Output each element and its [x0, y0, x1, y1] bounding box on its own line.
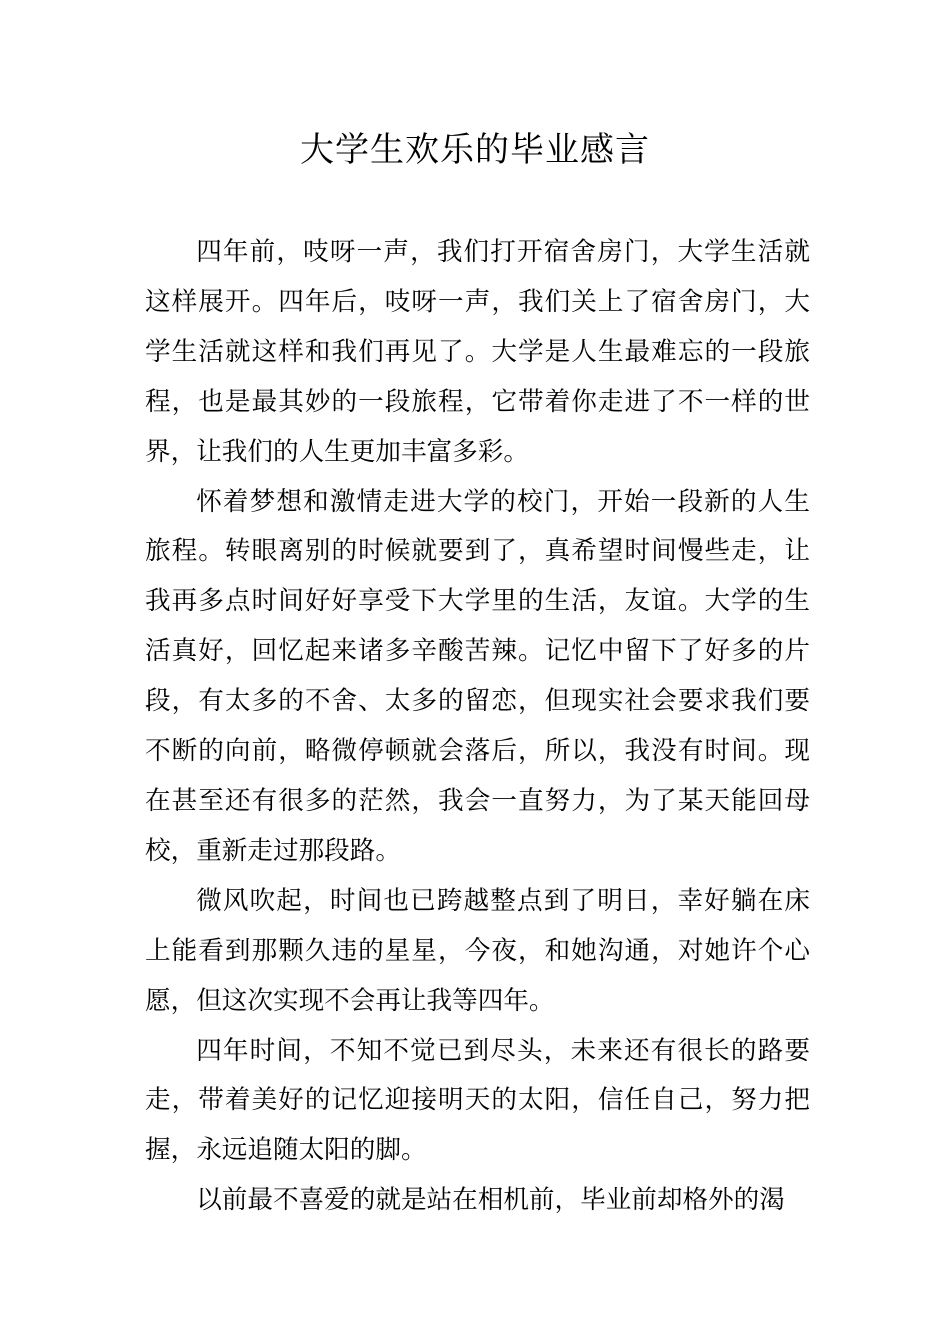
paragraph-5: 以前最不喜爱的就是站在相机前，毕业前却格外的渴 [196, 1185, 785, 1216]
paragraph-1: 四年前，吱呀一声，我们打开宿舍房门，大学生活就这样展开。四年后，吱呀一声，我们关上了宿舍房门，大学生活就这样和我们再见了。大学是人生最难忘的一段旅程，也是最其妙的一段旅程，它带着你走进了不一样的世界，让我们的人生更加丰富多彩。 [145, 237, 810, 467]
paragraph-2: 怀着梦想和激情走进大学的校门，开始一段新的人生旅程。转眼离别的时候就要到了，真希望时间慢些走，让我再多点时间好好享受下大学里的生活，友谊。大学的生活真好，回忆起来诸多辛酸苦辣。记忆中留下了好多的片段，有太多的不舍、太多的留恋，但现实社会要求我们要不断的向前，略微停顿就会落后，所以，我没有时间。现在甚至还有很多的茫然，我会一直努力，为了某天能回母校，重新走过那段路。 [145, 486, 810, 866]
document-title: 大学生欢乐的毕业感言 [300, 130, 650, 170]
paragraph-3: 微风吹起，时间也已跨越整点到了明日，幸好躺在床上能看到那颗久违的星星，今夜，和她沟通，对她许个心愿，但这次实现不会再让我等四年。 [145, 885, 810, 1016]
paragraph-4: 四年时间，不知不觉已到尽头，未来还有很长的路要走，带着美好的记忆迎接明天的太阳，信任自己，努力把握，永远追随太阳的脚。 [145, 1035, 810, 1166]
document-body [145, 228, 810, 1226]
